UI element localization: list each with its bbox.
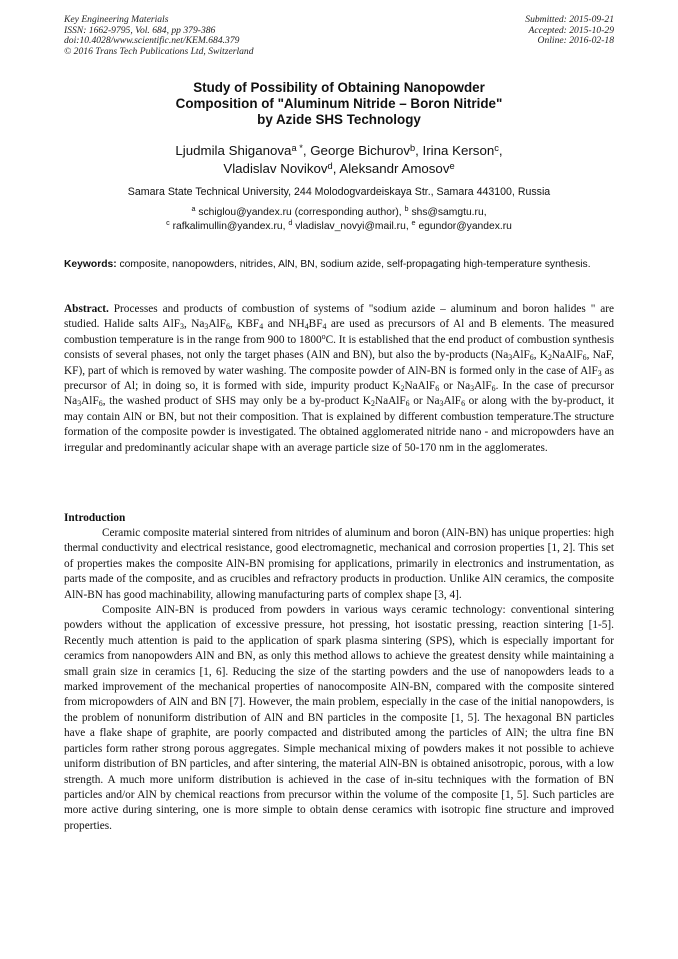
author-separator: , xyxy=(498,143,503,158)
abstract-text: are used as precursors of Al and B elements. The measured combustion temperature is in the range from 900 to 1800 xyxy=(64,318,615,346)
emails-line-2 xyxy=(64,220,614,234)
journal-name: Key Engineering Materials xyxy=(64,14,169,25)
abstract-text: AlF xyxy=(81,395,99,408)
abstract-text: , the washed product of SHS may only be a by-product K xyxy=(102,395,371,408)
emails-line-1 xyxy=(64,206,614,220)
abstract-label: Abstract. xyxy=(64,303,109,315)
submitted-date: Submitted: 2015-09-21 xyxy=(525,14,614,25)
abstract-text: and NH xyxy=(263,318,305,331)
publication-dates xyxy=(525,15,614,47)
subscript: 6 xyxy=(405,399,410,409)
journal-copyright: © 2016 Trans Tech Publications Ltd, Switzerland xyxy=(64,45,254,57)
author-list xyxy=(64,142,614,178)
email-mark: b xyxy=(404,204,409,213)
author-name: Vladislav Novikov xyxy=(223,161,328,176)
subscript: 6 xyxy=(582,353,587,363)
abstract-text: , NaF, KF), part of which is removed by water washing. The composite powder of AlN-BN is formed only in the case of AlF xyxy=(64,349,614,377)
authors-line-2 xyxy=(64,160,614,178)
introduction-body xyxy=(64,526,614,834)
subscript: 2 xyxy=(370,399,375,409)
subscript: 3 xyxy=(77,399,82,409)
journal-doi: doi:10.4028/www.scientific.net/KEM.684.379 xyxy=(64,35,240,47)
affiliation-mark: a * xyxy=(291,143,303,153)
abstract-text: , Na xyxy=(183,318,205,331)
subscript: 6 xyxy=(491,384,496,394)
abstract-text: NaAlF xyxy=(404,380,436,393)
abstract-text: Processes and products of combustion of systems of "sodium azide – aluminum and boron halides " are studied. Halide salts AlF xyxy=(64,303,614,331)
subscript: 6 xyxy=(435,384,440,394)
email-mark: c xyxy=(166,218,170,227)
subscript: 2 xyxy=(400,384,405,394)
abstract-text: BF xyxy=(308,318,323,331)
email-mark: e xyxy=(411,218,416,227)
abstract-text: as precursor of Al; in doing so, it is formed with side, impurity product K xyxy=(64,364,614,393)
affiliation-mark: d xyxy=(327,161,333,171)
abstract-text: NaAlF xyxy=(551,349,583,362)
subscript: 4 xyxy=(304,322,309,332)
subscript: 3 xyxy=(470,384,475,394)
abstract-text: or along with the by-product, it may contain AlN or BN, but not their composition. That is explained by different combustion temperature.The structure formation of the composite powder is investigated. The obtained agglomerated nitride nano - and micropowders have an irregular and predominantly acicular shape with an average particle size of 50-170 nm in the agglomerates. xyxy=(64,395,614,454)
subscript: 3 xyxy=(508,353,513,363)
abstract xyxy=(64,302,614,456)
degree-mark: o xyxy=(321,331,326,341)
journal-info xyxy=(64,15,254,57)
abstract-text: , K xyxy=(533,349,548,362)
abstract-text: AlF xyxy=(443,395,462,408)
email-link[interactable]: rafkalimullin@yandex.ru, xyxy=(172,221,289,232)
body-paragraph: Composite AlN-BN is produced from powders in various ways ceramic technology: conventional sintering powders without the application of excessive pressure, hot pressing, hot isostatic pressing, reaction sintering [1-5]. Recently much attention is paid to the application of spark plasma sintering (SPS), which is especially important for ceramics from nanopowders AlN and BN, as only this method allows to achieve the greatest density while maintaining a small grain size in ceramics [1, 6]. Reducing the size of the starting powders and the use of nanopowders leads to a marked improvement of the mechanical properties of nanocomposite AlN-BN, compared with the composite sintered from micropowders of AlN and BN [7]. However, the main problem, especially in the case of the initial nanopowders, is the problem of nonuniform distribution of AlN and BN particles in the composite [1, 5]. The hexagonal BN particles have a flake shape of graphite, are poorly compacted and distributed among the particles of AlN; the ultra fine BN particles form rather strong porous aggregates. Simple mechanical mixing of powders makes it not possible to achieve uniform distribution of BN particles, and after sintering, the material AlN-BN is obtained anisotropic, porous, with a low strength. A much more uniform distribution is achieved in the case of in-situ techniques with the formation of BN particles and/or AlN by chemical reactions from precursor within the volume of the composite [1, 5]. Such particles are more active during sintering, one is more simple to obtain dense ceramics with isotropic fine structure and improved properties. xyxy=(64,604,614,832)
author-separator: , xyxy=(302,143,311,158)
abstract-text: NaAlF xyxy=(374,395,406,408)
abstract-text: C. It is established that the end product of combustion synthesis consists of several phases, not only the target phases (AlN and BN), but also the by-products (Na xyxy=(64,333,614,362)
author-name: Irina Kerson xyxy=(422,143,495,158)
author-name: George Bichurov xyxy=(310,143,410,158)
abstract-text: AlF xyxy=(474,380,492,393)
paper-title xyxy=(64,80,614,128)
author-separator: , xyxy=(415,143,423,158)
email-link[interactable]: shs@samgtu.ru, xyxy=(411,207,487,218)
abstract-text: or Na xyxy=(409,395,440,408)
online-date: Online: 2016-02-18 xyxy=(537,35,614,47)
abstract-text: or Na xyxy=(439,380,471,393)
subscript: 3 xyxy=(204,322,209,332)
title-line: Study of Possibility of Obtaining Nanopowder xyxy=(193,80,485,95)
accepted-date: Accepted: 2015-10-29 xyxy=(528,24,614,36)
author-separator: , xyxy=(332,161,340,176)
affiliation-mark: b xyxy=(409,143,416,153)
email-mark: a xyxy=(191,204,196,213)
email-link[interactable]: vladislav_novyi@mail.ru, xyxy=(295,221,412,232)
subscript: 3 xyxy=(439,399,444,409)
title-line: by Azide SHS Technology xyxy=(257,112,421,127)
subscript: 3 xyxy=(180,322,184,332)
abstract-paragraph xyxy=(64,302,614,456)
subscript: 2 xyxy=(547,353,552,363)
keywords xyxy=(64,258,614,271)
abstract-text: AlF xyxy=(512,349,530,362)
subscript: 6 xyxy=(529,353,534,363)
affiliation: Samara State Technical University, 244 Molodogvardeiskaya Str., Samara 443100, Russia xyxy=(127,186,551,198)
author-name: Ljudmila Shiganova xyxy=(175,143,292,158)
affiliation-mark: e xyxy=(449,161,455,171)
keywords-label: Keywords: xyxy=(64,259,117,270)
authors-line-1 xyxy=(64,142,614,160)
affiliation-mark: c xyxy=(494,143,499,153)
email-link[interactable]: egundor@yandex.ru xyxy=(418,221,512,232)
keywords-text: composite, nanopowders, nitrides, AlN, BN, sodium azide, self-propagating high-temperature synthesis. xyxy=(119,259,591,270)
abstract-text: . In the case of precursor Na xyxy=(64,380,614,408)
author-emails xyxy=(64,206,614,234)
abstract-text: , KBF xyxy=(229,318,260,331)
title-line: Composition of "Aluminum Nitride – Boron Nitride" xyxy=(175,96,503,111)
subscript: 3 xyxy=(597,368,602,378)
body-paragraph: Ceramic composite material sintered from nitrides of aluminum and boron (AlN-BN) has unique properties: high thermal conductivity and electrical resistance, good electromagnetic, mechanical and corrosion properties [1, 2]. This set of properties makes the composite AlN-BN promising for applications, primarily in electronics and instrumentation, as parts made of the composite, and as crucibles and refractory products in production. Unlike AlN ceramics, the composite AlN-BN has good machinability, allowing manufacturing parts of complex shape [3, 4]. xyxy=(64,527,614,601)
subscript: 4 xyxy=(259,322,264,332)
subscript: 6 xyxy=(98,399,103,409)
author-name: Aleksandr Amosov xyxy=(339,161,450,176)
subscript: 6 xyxy=(225,322,230,332)
subscript: 4 xyxy=(322,322,327,332)
journal-issn: ISSN: 1662-9795, Vol. 684, pp 379-386 xyxy=(64,24,216,36)
abstract-text: AlF xyxy=(208,318,226,331)
email-mark: d xyxy=(288,218,293,227)
email-link[interactable]: schiglou@yandex.ru (corresponding author), xyxy=(198,207,405,218)
section-heading: Introduction xyxy=(64,512,126,524)
subscript: 6 xyxy=(461,399,466,409)
